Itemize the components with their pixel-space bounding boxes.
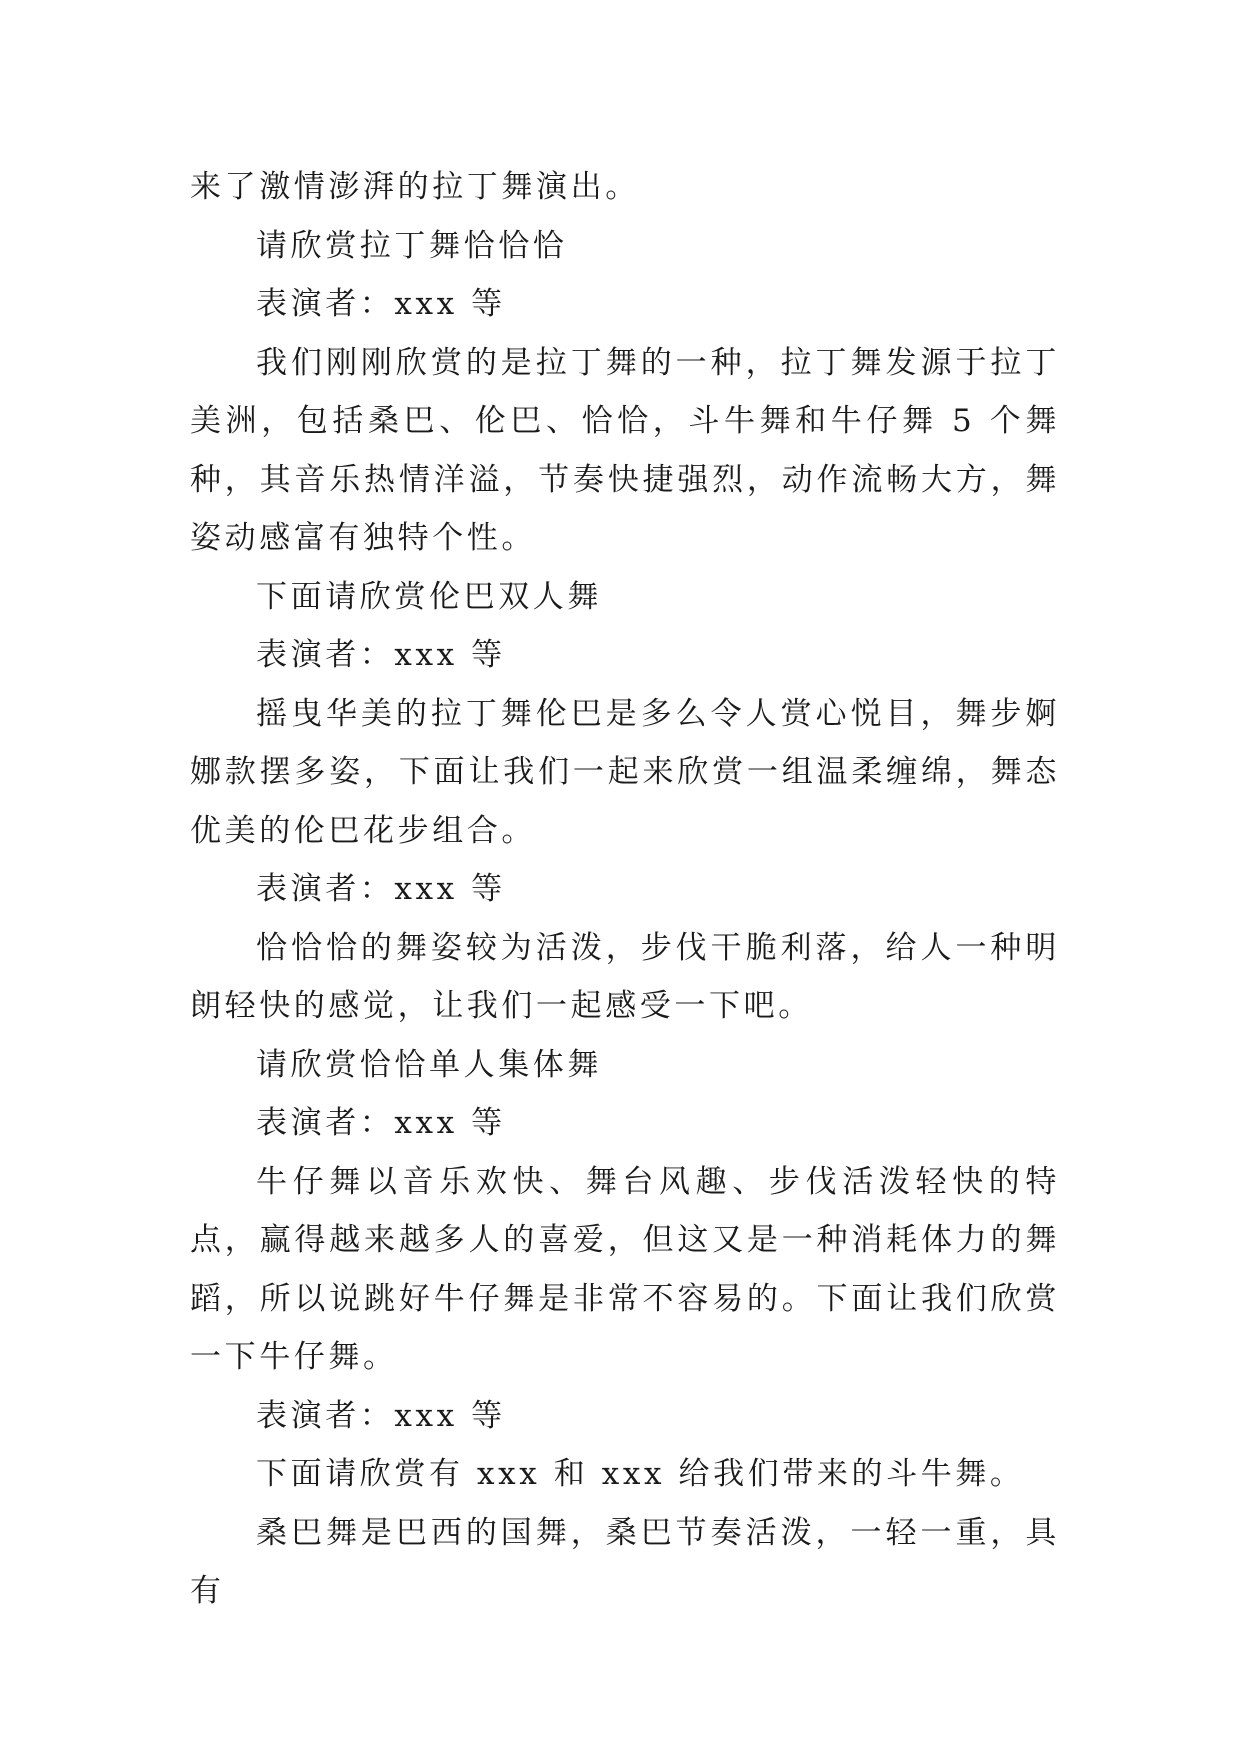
paragraph-performer: 表演者：xxx 等 [256,1397,506,1434]
paragraph-description: 牛仔舞以音乐欢快、舞台风趣、步伐活泼轻快的特点，赢得越来越多人的喜爱，但这又是一种消耗体力的舞蹈，所以说跳好牛仔舞是非常不容易的。下面让我们欣赏一下牛仔舞。 [190,1163,1060,1375]
paragraph-program-title: 请欣赏恰恰单人集体舞 [256,1046,602,1083]
paragraph-description: 我们刚刚欣赏的是拉丁舞的一种，拉丁舞发源于拉丁美洲，包括桑巴、伦巴、恰恰，斗牛舞和牛仔舞 5 个舞种，其音乐热情洋溢，节奏快捷强烈，动作流畅大方，舞姿动感富有独特个性。 [190,344,1060,556]
paragraph-performer: 表演者：xxx 等 [256,637,506,673]
paragraph-description: 摇曳华美的拉丁舞伦巴是多么令人赏心悦目，舞步婀娜款摆多姿，下面让我们一起来欣赏一组温柔缠绵，舞态优美的伦巴花步组合。 [190,695,1060,849]
paragraph-description: 恰恰恰的舞姿较为活泼，步伐干脆利落，给人一种明朗轻快的感觉，让我们一起感受一下吧。 [190,929,1060,1024]
document-body [190,158,1060,1621]
paragraph-program-title: 下面请欣赏有 xxx 和 xxx 给我们带来的斗牛舞。 [256,1456,1025,1492]
paragraph-performer: 表演者：xxx 等 [256,1105,506,1141]
paragraph-program-title: 请欣赏拉丁舞恰恰恰 [256,227,568,264]
paragraph-performer: 表演者：xxx 等 [256,871,506,907]
paragraph-performer: 表演者：xxx 等 [256,286,506,322]
paragraph-description: 桑巴舞是巴西的国舞，桑巴节奏活泼，一轻一重，具有 [190,1514,1060,1609]
paragraph-program-title: 下面请欣赏伦巴双人舞 [256,578,602,615]
paragraph-continued: 来了激情澎湃的拉丁舞演出。 [190,169,640,205]
